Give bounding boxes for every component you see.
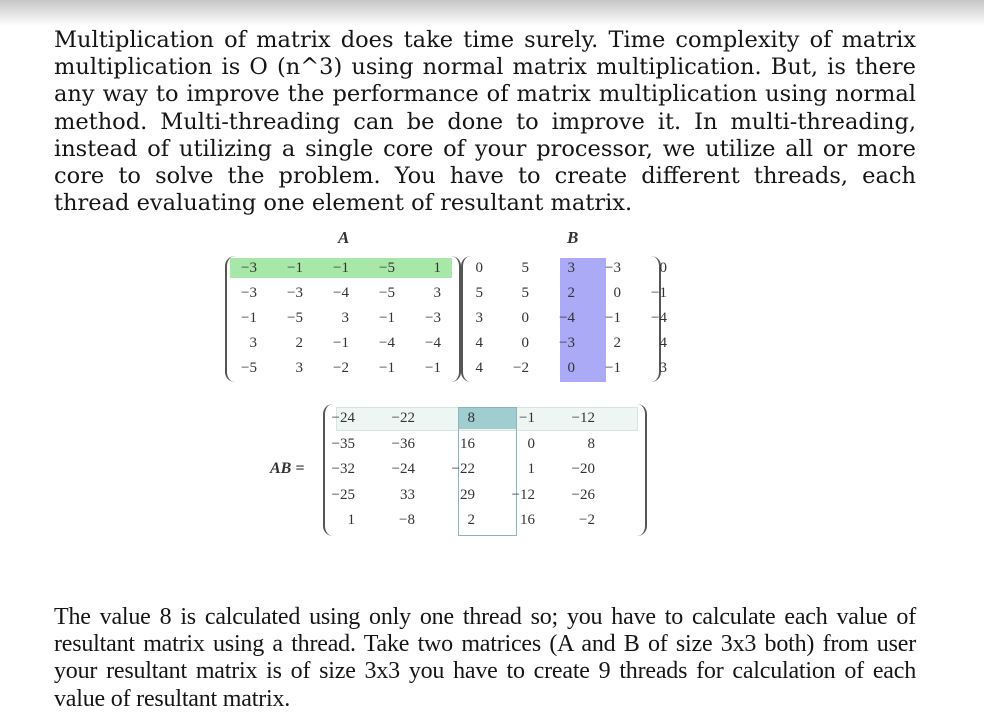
matrix-cell: 16 — [520, 512, 535, 528]
matrix-cell: 3 — [475, 310, 483, 326]
matrix-cell: −4 — [379, 335, 395, 351]
matrix-cell: 16 — [460, 435, 475, 452]
matrix-cell: 0 — [613, 285, 621, 301]
matrix-cell: −4 — [651, 310, 667, 326]
matrix-cell: 2 — [467, 512, 475, 528]
matrix-a-label: A — [338, 228, 350, 247]
matrix-cell: −1 — [379, 360, 395, 376]
matrix-cell: 4 — [659, 335, 667, 351]
matrix-cell: −1 — [333, 335, 349, 351]
matrix-cell: −24 — [331, 410, 355, 426]
matrix-cell: 4 — [475, 360, 483, 376]
matrix-cell: −1 — [605, 360, 621, 376]
matrix-multiplication-figure — [225, 222, 665, 552]
matrix-cell: 33 — [400, 486, 415, 503]
matrix-cell: 3 — [341, 310, 349, 326]
matrix-cell: −4 — [559, 310, 575, 326]
matrix-cell: −1 — [605, 310, 621, 326]
matrix-cell: −24 — [391, 461, 415, 477]
matrix-cell: −3 — [241, 285, 257, 301]
matrix-cell: −2 — [333, 360, 349, 376]
matrix-cell: 5 — [521, 285, 529, 301]
matrix-cell: 5 — [475, 285, 483, 301]
matrix-cell: 2 — [295, 335, 303, 351]
matrix-cell: 2 — [613, 335, 621, 351]
matrix-cell: 0 — [567, 360, 575, 376]
top-shadow — [0, 0, 984, 26]
matrix-cell: −4 — [425, 335, 441, 351]
matrix-cell: −32 — [331, 461, 355, 477]
matrix-cell: −2 — [513, 360, 529, 376]
matrix-cell: 1 — [347, 512, 355, 528]
matrix-cell: 0 — [475, 260, 483, 276]
matrix-cell: −35 — [331, 435, 355, 452]
matrix-cell: −4 — [333, 285, 349, 301]
matrix-cell: 3 — [295, 360, 303, 376]
matrix-cell: 3 — [567, 260, 575, 276]
matrix-cell: −1 — [425, 360, 441, 376]
matrix-cell: −2 — [579, 512, 595, 528]
matrix-cell: −1 — [519, 410, 535, 426]
matrix-cell: 5 — [521, 260, 529, 276]
matrix-cell: 2 — [567, 285, 575, 301]
matrix-cell: −26 — [571, 486, 595, 503]
matrix-cell: −1 — [241, 310, 257, 326]
matrix-cell: 0 — [521, 310, 529, 326]
matrix-cell: −3 — [605, 260, 621, 276]
matrix-cell: −5 — [241, 360, 257, 376]
matrix-cell: −1 — [651, 285, 667, 301]
matrix-cell: 1 — [433, 260, 441, 276]
matrix-cell: −3 — [559, 335, 575, 351]
matrix-cell: 8 — [467, 410, 475, 426]
matrix-cell: −20 — [571, 461, 595, 477]
matrix-cell: −1 — [333, 260, 349, 276]
matrix-cell: −5 — [287, 310, 303, 326]
matrix-cell: −36 — [391, 435, 415, 452]
matrix-ab-label: AB = — [270, 460, 305, 477]
matrix-cell: −5 — [379, 285, 395, 301]
matrix-cell: −5 — [379, 260, 395, 276]
matrix-cell: −12 — [511, 486, 535, 503]
matrix-cell: 29 — [460, 486, 475, 503]
matrix-cell: 3 — [433, 285, 441, 301]
matrix-cell: 0 — [521, 335, 529, 351]
matrix-cell: −1 — [379, 310, 395, 326]
matrix-cell: 8 — [587, 435, 595, 452]
matrix-cell: −1 — [287, 260, 303, 276]
matrix-cell: 0 — [527, 435, 535, 452]
matrix-cell: −12 — [571, 410, 595, 426]
matrix-cell: −22 — [451, 461, 475, 477]
matrix-cell: −3 — [241, 260, 257, 276]
matrix-cell: −8 — [399, 512, 415, 528]
matrix-cell: 3 — [249, 335, 257, 351]
matrix-cell: 3 — [659, 360, 667, 376]
matrix-cell: 4 — [475, 335, 483, 351]
task-paragraph: The value 8 is calculated using only one thread so; you have to calculate each value of resultant matrix using a thread. Take two matrices (A and B of size 3x3 both) from user your resultant matrix is of size 3x3 you have to create 9 threads for calculation of each value of resultant matrix. — [54, 604, 916, 712]
matrix-b-label: B — [567, 228, 579, 247]
matrix-cell: 0 — [659, 260, 667, 276]
matrix-cell: −3 — [287, 285, 303, 301]
matrix-cell: −25 — [331, 486, 355, 503]
intro-paragraph: Multiplication of matrix does take time surely. Time complexity of matrix multiplication is O (n^3) using normal matrix multiplication. But, is there any way to improve the performance of matrix multiplication using normal method. Multi-threading can be done to improve it. In multi-threading, instead of utilizing a single core of your processor, we utilize all or more core to solve the problem. You have to create different threads, each thread evaluating one element of resultant matrix. — [54, 27, 916, 217]
matrix-cell: −22 — [391, 410, 415, 426]
matrix-cell: 1 — [527, 461, 535, 477]
matrix-cell: −3 — [425, 310, 441, 326]
